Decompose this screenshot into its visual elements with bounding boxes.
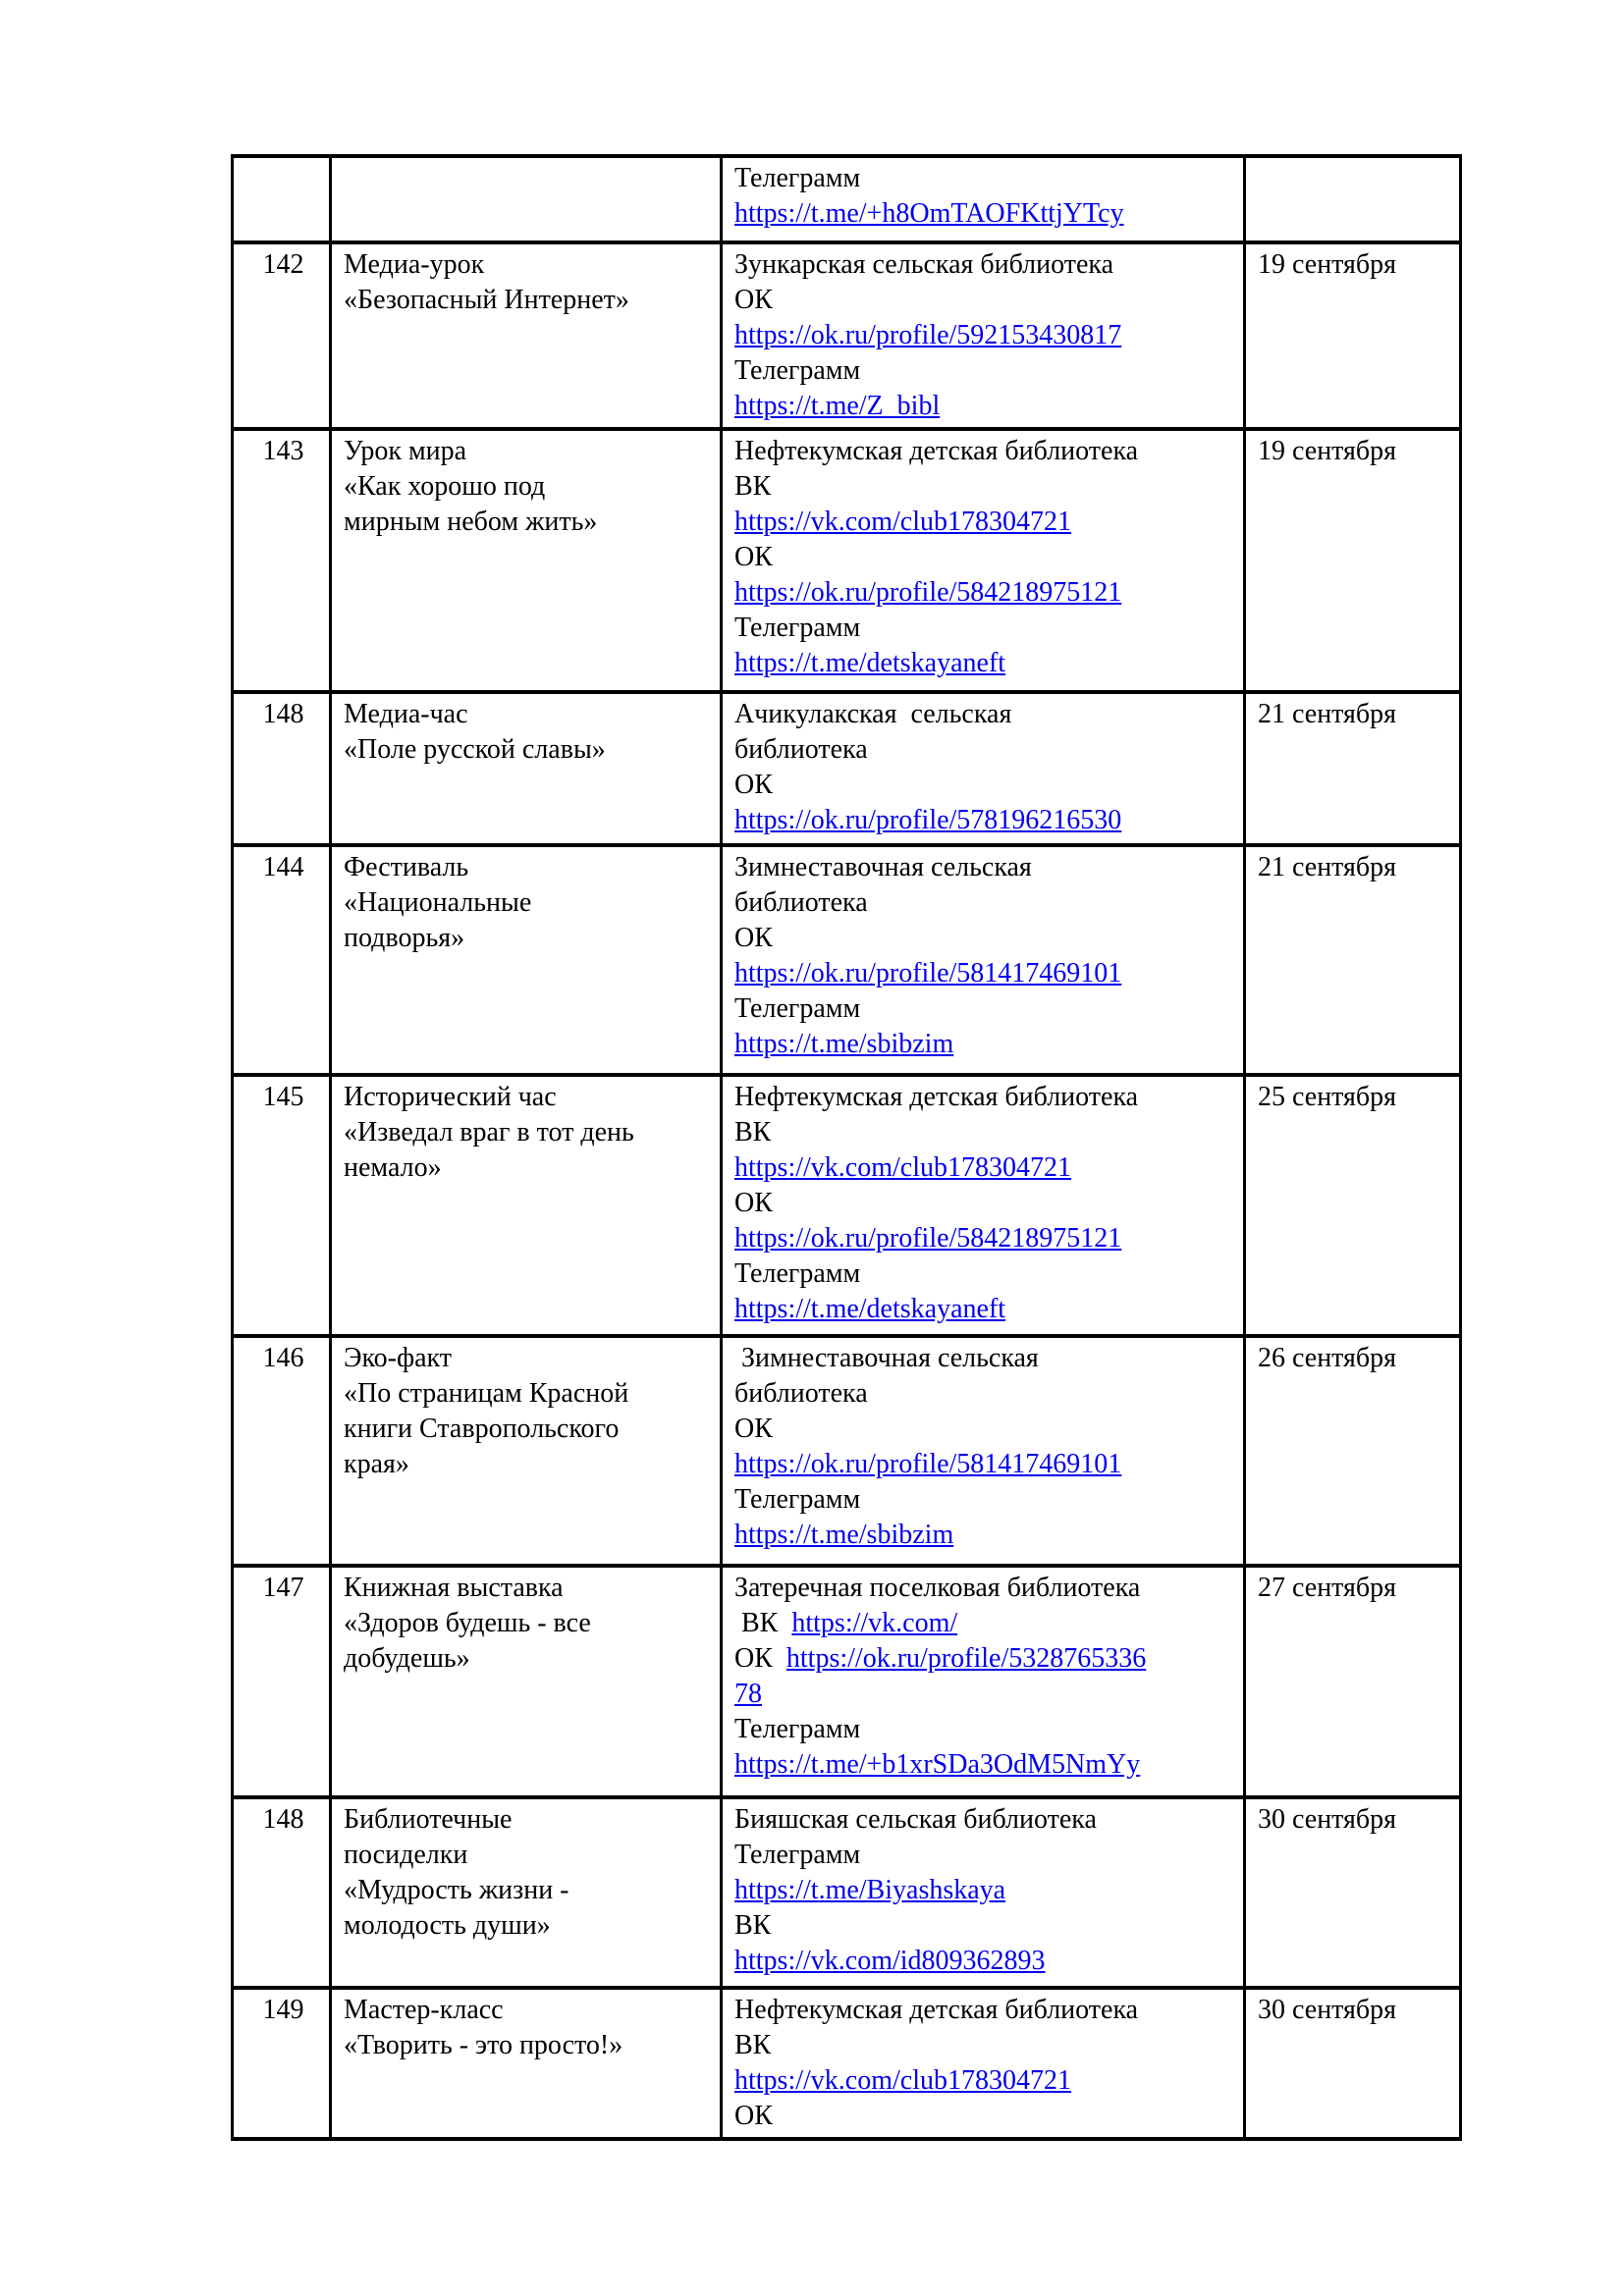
content-line (734, 956, 1235, 991)
social-link[interactable]: https://ok.ru/profile/581417469101 (734, 958, 1122, 988)
content-line (734, 283, 1235, 318)
content-line (734, 575, 1235, 611)
content-line (734, 697, 1235, 732)
date-cell: 21 сентября (1245, 845, 1461, 1075)
content-line (734, 1712, 1235, 1747)
library-links-cell (722, 1075, 1245, 1336)
event-name-line: «Безопасный Интернет» (344, 285, 629, 315)
content-line (734, 646, 1235, 681)
table-row (233, 1797, 1461, 1988)
content-line (734, 318, 1235, 353)
content-text: Нефтекумская детская библиотека (734, 1995, 1139, 2025)
social-link[interactable]: https://t.me/sbibzim (734, 1520, 954, 1550)
content-text: Нефтекумская детская библиотека (734, 436, 1139, 466)
row-number-cell: 148 (233, 1797, 331, 1988)
event-name-line: «Поле русской славы» (344, 734, 606, 765)
event-name-line: «Изведал враг в тот день (344, 1117, 634, 1148)
event-name-line: Эко-факт (344, 1343, 453, 1373)
event-name-cell (331, 1566, 722, 1797)
event-name-cell (331, 692, 722, 845)
content-line (734, 540, 1235, 575)
social-link[interactable]: https://t.me/+h8OmTAOFKttjYTcy (734, 198, 1124, 229)
event-name-line: книги Ставропольского (344, 1414, 620, 1444)
row-number-cell: 144 (233, 845, 331, 1075)
content-line (734, 247, 1235, 283)
library-links-cell (722, 1336, 1245, 1566)
event-name-cell (331, 1336, 722, 1566)
content-line (734, 1518, 1235, 1553)
content-line (734, 732, 1235, 768)
content-line (734, 389, 1235, 424)
library-links-cell (722, 845, 1245, 1075)
row-number-cell: 142 (233, 242, 331, 429)
library-links-cell (722, 1566, 1245, 1797)
content-line (734, 850, 1235, 885)
content-text: Телеграмм (734, 1840, 861, 1870)
library-links-cell (722, 429, 1245, 692)
content-text: Зимнеставочная сельская (734, 1343, 1039, 1373)
table-row (233, 156, 1461, 242)
library-links-cell (722, 1988, 1245, 2139)
content-line (734, 2099, 1235, 2134)
content-line (734, 1027, 1235, 1062)
event-name-line: края» (344, 1449, 409, 1479)
event-name-cell (331, 1075, 722, 1336)
content-line (734, 1993, 1235, 2028)
content-text: ВК (734, 2030, 772, 2060)
event-name-line: Книжная выставка (344, 1573, 564, 1603)
event-name-line: Мастер-класс (344, 1995, 504, 2025)
content-line (734, 1150, 1235, 1186)
table-row (233, 1336, 1461, 1566)
table-row (233, 1566, 1461, 1797)
row-number-cell: 146 (233, 1336, 331, 1566)
row-number-cell (233, 156, 331, 242)
content-line (734, 991, 1235, 1027)
content-text: библиотека (734, 887, 868, 918)
content-line (734, 1186, 1235, 1221)
social-link[interactable]: https://t.me/detskayaneft (734, 648, 1006, 678)
date-cell: 25 сентября (1245, 1075, 1461, 1336)
schedule-table-body (233, 156, 1461, 2139)
social-link[interactable]: https://ok.ru/profile/584218975121 (734, 577, 1122, 608)
social-link[interactable]: https://t.me/+b1xrSDa3OdM5NmYy (734, 1749, 1141, 1780)
event-name-line: Медиа-час (344, 699, 468, 729)
content-text: ОК (734, 1414, 773, 1444)
event-name-line: «Мудрость жизни - (344, 1875, 569, 1905)
date-cell (1245, 156, 1461, 242)
social-link[interactable]: https://ok.ru/profile/581417469101 (734, 1449, 1122, 1479)
event-name-cell (331, 156, 722, 242)
event-name-cell (331, 845, 722, 1075)
social-link[interactable]: https://t.me/sbibzim (734, 1029, 954, 1059)
content-text: Зункарская сельская библиотека (734, 249, 1114, 280)
content-text: ОК (734, 2101, 773, 2131)
content-text: Телеграмм (734, 1484, 861, 1515)
content-text: ОК (734, 542, 773, 572)
content-text: ОК (734, 770, 773, 800)
event-name-line: Медиа-урок (344, 249, 485, 280)
library-links-cell (722, 242, 1245, 429)
social-link[interactable]: https://ok.ru/profile/592153430817 (734, 320, 1122, 350)
event-name-cell (331, 242, 722, 429)
library-links-cell (722, 692, 1245, 845)
content-line (734, 1482, 1235, 1518)
date-cell: 21 сентября (1245, 692, 1461, 845)
table-row (233, 845, 1461, 1075)
social-link[interactable]: https://vk.com/club178304721 (734, 507, 1071, 537)
content-line (734, 1606, 1235, 1641)
content-text: Телеграмм (734, 993, 861, 1024)
content-line (734, 196, 1235, 232)
content-text: ОК (734, 1188, 773, 1218)
content-line (734, 1376, 1235, 1412)
social-link[interactable]: https://t.me/Z_bibl (734, 391, 941, 421)
content-line (734, 1256, 1235, 1292)
social-link[interactable]: https://t.me/Biyashskaya (734, 1875, 1006, 1905)
event-name-cell (331, 1797, 722, 1988)
event-name-line: «Творить - это просто!» (344, 2030, 623, 2060)
table-row (233, 242, 1461, 429)
event-name-line: посиделки (344, 1840, 468, 1870)
content-text: Телеграмм (734, 163, 861, 193)
event-name-line: «Национальные (344, 887, 532, 918)
content-line (734, 803, 1235, 838)
date-cell: 19 сентября (1245, 429, 1461, 692)
content-line (734, 161, 1235, 196)
social-link[interactable]: 78 (734, 1679, 762, 1709)
row-number-cell: 149 (233, 1988, 331, 2139)
event-name-line: «Как хорошо под (344, 471, 546, 502)
social-link[interactable]: https://t.me/detskayaneft (734, 1294, 1006, 1324)
event-name-line: Фестиваль (344, 852, 469, 882)
content-text: Затеречная поселковая библиотека (734, 1573, 1141, 1603)
social-link[interactable]: https://vk.com/club178304721 (734, 2065, 1071, 2096)
content-text: Телеграмм (734, 613, 861, 643)
content-text: ОК (734, 923, 773, 953)
event-name-line: Библиотечные (344, 1804, 513, 1835)
social-link[interactable]: https://vk.com/id809362893 (734, 1946, 1046, 1976)
content-text: Бияшская сельская библиотека (734, 1804, 1097, 1835)
content-line (734, 2028, 1235, 2063)
content-line (734, 469, 1235, 505)
content-text: Нефтекумская детская библиотека (734, 1082, 1139, 1112)
content-line (734, 1873, 1235, 1908)
row-number-cell: 147 (233, 1566, 331, 1797)
content-line (734, 1802, 1235, 1838)
social-link[interactable]: https://ok.ru/profile/578196216530 (734, 805, 1122, 835)
content-line (734, 2063, 1235, 2099)
table-row (233, 1988, 1461, 2139)
event-name-line: молодость души» (344, 1910, 551, 1941)
content-line (734, 1412, 1235, 1447)
date-cell: 26 сентября (1245, 1336, 1461, 1566)
content-line (734, 1838, 1235, 1873)
content-line (734, 1677, 1235, 1712)
event-name-line: немало» (344, 1152, 442, 1183)
social-link[interactable]: https://vk.com/club178304721 (734, 1152, 1071, 1183)
event-name-cell (331, 1988, 722, 2139)
content-line (734, 1341, 1235, 1376)
table-row (233, 429, 1461, 692)
content-line (734, 1641, 1235, 1677)
events-schedule-table (231, 154, 1462, 2141)
social-link[interactable]: https://ok.ru/profile/5328765336 (785, 1643, 1147, 1674)
content-line (734, 1080, 1235, 1115)
content-text: ВК (734, 471, 772, 502)
content-line (734, 1447, 1235, 1482)
content-text: Зимнеставочная сельская (734, 852, 1032, 882)
row-number-cell: 148 (233, 692, 331, 845)
date-cell: 30 сентября (1245, 1988, 1461, 2139)
content-line (734, 768, 1235, 803)
content-line (734, 1747, 1235, 1783)
content-line (734, 1571, 1235, 1606)
content-line (734, 1292, 1235, 1327)
row-number-cell: 143 (233, 429, 331, 692)
date-cell: 27 сентября (1245, 1566, 1461, 1797)
content-text: Ачикулакская сельская (734, 699, 1012, 729)
library-links-cell (722, 156, 1245, 242)
content-text: ВК (734, 1117, 772, 1148)
content-text: библиотека (734, 1378, 868, 1409)
social-link[interactable]: https://ok.ru/profile/584218975121 (734, 1223, 1122, 1254)
content-line (734, 353, 1235, 389)
table-row (233, 1075, 1461, 1336)
content-text: ОК (734, 285, 773, 315)
date-cell: 30 сентября (1245, 1797, 1461, 1988)
content-line (734, 434, 1235, 469)
content-line (734, 505, 1235, 540)
content-line (734, 1944, 1235, 1979)
content-line (734, 921, 1235, 956)
content-text: библиотека (734, 734, 868, 765)
event-name-line: добудешь» (344, 1643, 470, 1674)
content-text: Телеграмм (734, 1714, 861, 1744)
event-name-line: Урок мира (344, 436, 467, 466)
row-number-cell: 145 (233, 1075, 331, 1336)
content-line (734, 1115, 1235, 1150)
social-link[interactable]: https://vk.com/ (791, 1608, 958, 1638)
content-text: Телеграмм (734, 355, 861, 386)
content-text: Телеграмм (734, 1258, 861, 1289)
library-links-cell (722, 1797, 1245, 1988)
event-name-line: мирным небом жить» (344, 507, 598, 537)
content-line (734, 611, 1235, 646)
event-name-line: «По страницам Красной (344, 1378, 629, 1409)
date-cell: 19 сентября (1245, 242, 1461, 429)
content-line (734, 885, 1235, 921)
content-text: ОК (734, 1643, 786, 1674)
content-text: ВК (734, 1608, 792, 1638)
content-text: ВК (734, 1910, 772, 1941)
event-name-line: подворья» (344, 923, 465, 953)
event-name-line: «Здоров будешь - все (344, 1608, 591, 1638)
event-name-line: Исторический час (344, 1082, 557, 1112)
content-line (734, 1908, 1235, 1944)
table-row (233, 692, 1461, 845)
event-name-cell (331, 429, 722, 692)
content-line (734, 1221, 1235, 1256)
